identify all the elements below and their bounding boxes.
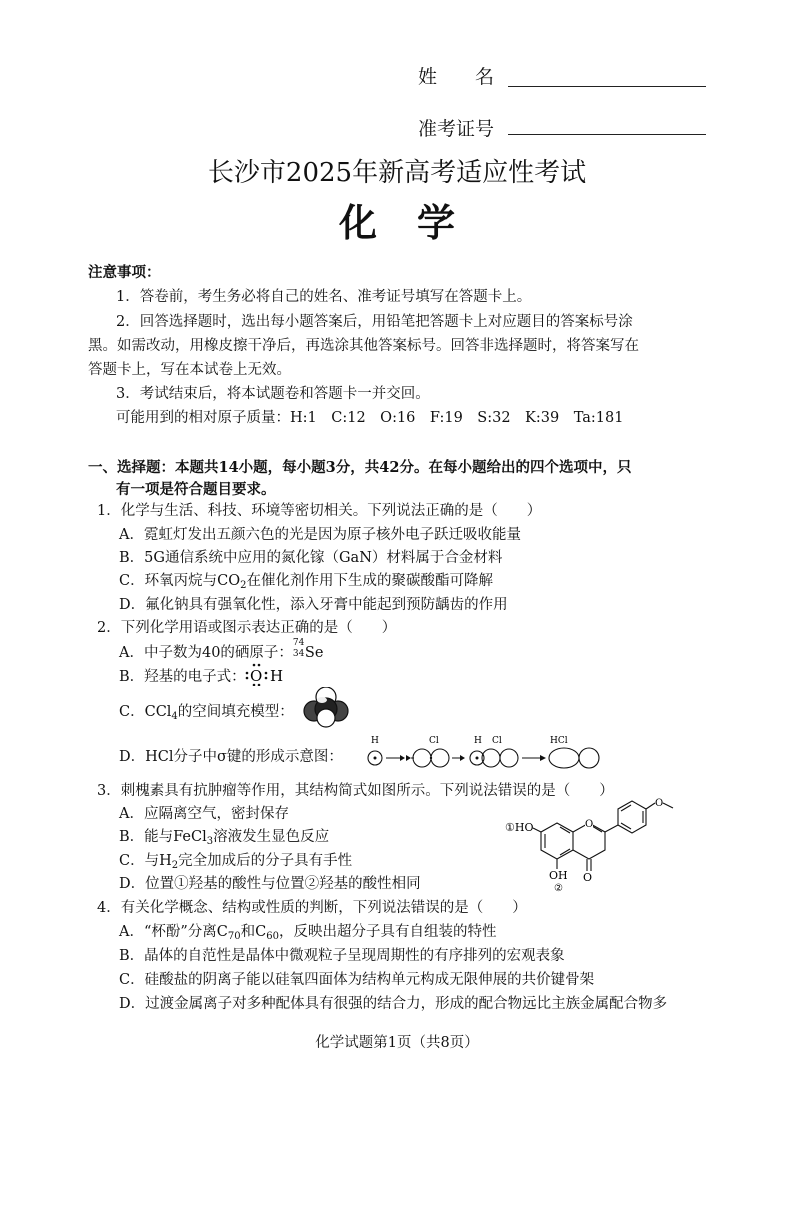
exam-title: 长沙市2025年新高考适应性考试 bbox=[207, 158, 587, 188]
page-footer: 化学试题第1页（共8页） bbox=[315, 1035, 479, 1051]
q2-option-a bbox=[119, 638, 324, 662]
q1-stem: 1．化学与生活、科技、环境等密切相关。下列说法正确的是（ ） bbox=[97, 503, 542, 519]
q2-c-post: 的空间填充模型： bbox=[177, 704, 294, 720]
notice-item-1: 1．答卷前，考生务必将自己的姓名、准考证号填写在答题卡上。 bbox=[116, 289, 532, 305]
q3-c-post: 完全加成后的分子具有手性 bbox=[178, 853, 353, 869]
q4-a-mid: 和C bbox=[240, 924, 267, 940]
q2-d-pre: D．HCl分子中σ键的形成示意图： bbox=[119, 749, 343, 765]
q1-c-sub: 2 bbox=[240, 580, 247, 591]
section-heading-cont: 有一项是符合题目要求。 bbox=[116, 481, 276, 498]
d-label-h2: H bbox=[474, 736, 482, 746]
struct-carbonyl-o: O bbox=[583, 871, 593, 884]
name-input-line[interactable] bbox=[508, 86, 706, 87]
notice-item-3: 3．考试结束后，将本试题卷和答题卡一并交回。 bbox=[116, 386, 430, 402]
q3-option-c bbox=[119, 849, 352, 871]
q3-stem: 3．刺槐素具有抗肿瘤等作用，其结构简式如图所示。下列说法错误的是（ ） bbox=[97, 783, 614, 799]
q1-option-a: A．霓虹灯发出五颜六色的光是因为原子核外电子跃迁吸收能量 bbox=[119, 527, 521, 543]
q1-option-d: D．氟化钠具有强氧化性，添入牙膏中能起到预防龋齿的作用 bbox=[119, 597, 508, 613]
q3-option-a: A．应隔离空气，密封保存 bbox=[119, 806, 289, 822]
q3-c-sub: 2 bbox=[171, 860, 179, 871]
q2-c-sub: 4 bbox=[171, 711, 178, 722]
q3-b-post: 溶液发生显色反应 bbox=[213, 829, 330, 845]
d-label-cl1: Cl bbox=[429, 736, 439, 746]
q2-option-b bbox=[119, 665, 246, 686]
q3-b-pre: B．能与FeCl bbox=[119, 829, 207, 845]
name-label: 姓 名 bbox=[418, 66, 495, 88]
notice-heading: 注意事项： bbox=[88, 264, 161, 281]
section-heading: 一、选择题：本题共14小题，每小题3分，共42分。在每小题给出的四个选项中，只 bbox=[88, 459, 632, 476]
atomic-masses: 可能用到的相对原子质量：H:1 C:12 O:16 F:19 S:32 K:39 Ta:181 bbox=[116, 410, 624, 426]
exam-id-label: 准考证号 bbox=[418, 118, 495, 140]
q2-a-pre: A．中子数为40的硒原子： bbox=[119, 645, 293, 661]
hydroxyl-electron-formula bbox=[244, 660, 294, 686]
q4-a-post: ，反映出超分子具有自组装的特性 bbox=[278, 924, 497, 940]
q2-stem: 2．下列化学用语或图示表达正确的是（ ） bbox=[97, 620, 397, 636]
q2-a-sym: Se bbox=[304, 645, 324, 661]
d-label-cl2: Cl bbox=[492, 736, 502, 746]
q2-b-o: O bbox=[250, 667, 263, 685]
hcl-sigma-bond-diagram bbox=[366, 733, 616, 773]
svg-text:O: O bbox=[585, 819, 594, 830]
q2-c-pre: C．CCl bbox=[119, 704, 172, 720]
ccl4-space-filling-model bbox=[303, 687, 349, 729]
methoxy-o: O bbox=[655, 798, 664, 809]
d-label-h1: H bbox=[371, 736, 379, 746]
q2-option-c bbox=[119, 700, 294, 722]
q4-option-d: D．过渡金属离子对多种配体具有很强的结合力，形成的配合物远比主族金属配合物多 bbox=[119, 996, 668, 1012]
q4-a-sub1: 70 bbox=[227, 931, 241, 942]
q1-c-pre: C．环氧丙烷与CO bbox=[119, 573, 241, 589]
exam-id-input-line[interactable] bbox=[508, 134, 706, 135]
subject-title: 化学 bbox=[338, 200, 495, 245]
q1-c-post: 在催化剂作用下生成的聚碳酸酯可降解 bbox=[246, 573, 493, 589]
q4-stem: 4．有关化学概念、结构或性质的判断，下列说法错误的是（ ） bbox=[97, 900, 527, 916]
q1-option-c bbox=[119, 569, 493, 591]
q4-option-b: B．晶体的自范性是晶体中微观粒子呈现周期性的有序排列的宏观表象 bbox=[119, 948, 565, 964]
q1-option-b: B．5G通信系统中应用的氮化镓（GaN）材料属于合金材料 bbox=[119, 550, 503, 566]
q4-option-a bbox=[119, 920, 496, 942]
q3-c-pre: C．与H bbox=[119, 853, 172, 869]
q4-option-c: C．硅酸盐的阴离子能以硅氧四面体为结构单元构成无限伸展的共价键骨架 bbox=[119, 972, 595, 988]
notice-item-2: 2．回答选择题时，选出每小题答案后，用铅笔把答题卡上对应题目的答案标号涂 bbox=[116, 314, 633, 330]
struct-oh-label: OH bbox=[549, 869, 568, 882]
q2-b-h: H bbox=[270, 667, 284, 685]
q2-option-d bbox=[119, 745, 343, 766]
q2-a-mass: 74 bbox=[292, 638, 305, 648]
d-label-hcl: HCl bbox=[550, 736, 568, 746]
struct-ho-label: ①HO bbox=[505, 821, 534, 834]
q3-b-sub: 3 bbox=[206, 836, 214, 847]
acacetin-structure bbox=[505, 795, 680, 895]
notice-item-2-cont2: 答题卡上，写在本试卷上无效。 bbox=[88, 362, 291, 378]
q4-a-sub2: 60 bbox=[266, 931, 279, 942]
q3-option-b bbox=[119, 825, 329, 847]
q2-a-num: 34 bbox=[292, 649, 305, 659]
q3-option-d: D．位置①羟基的酸性与位置②羟基的酸性相同 bbox=[119, 876, 421, 892]
notice-item-2-cont: 黑。如需改动，用橡皮擦干净后，再选涂其他答案标号。回答非选择题时，将答案写在 bbox=[88, 338, 639, 354]
q4-a-pre: A．“杯酚”分离C bbox=[119, 924, 228, 940]
q2-b-pre: B．羟基的电子式： bbox=[119, 669, 246, 685]
struct-mark-2: ② bbox=[554, 883, 563, 894]
